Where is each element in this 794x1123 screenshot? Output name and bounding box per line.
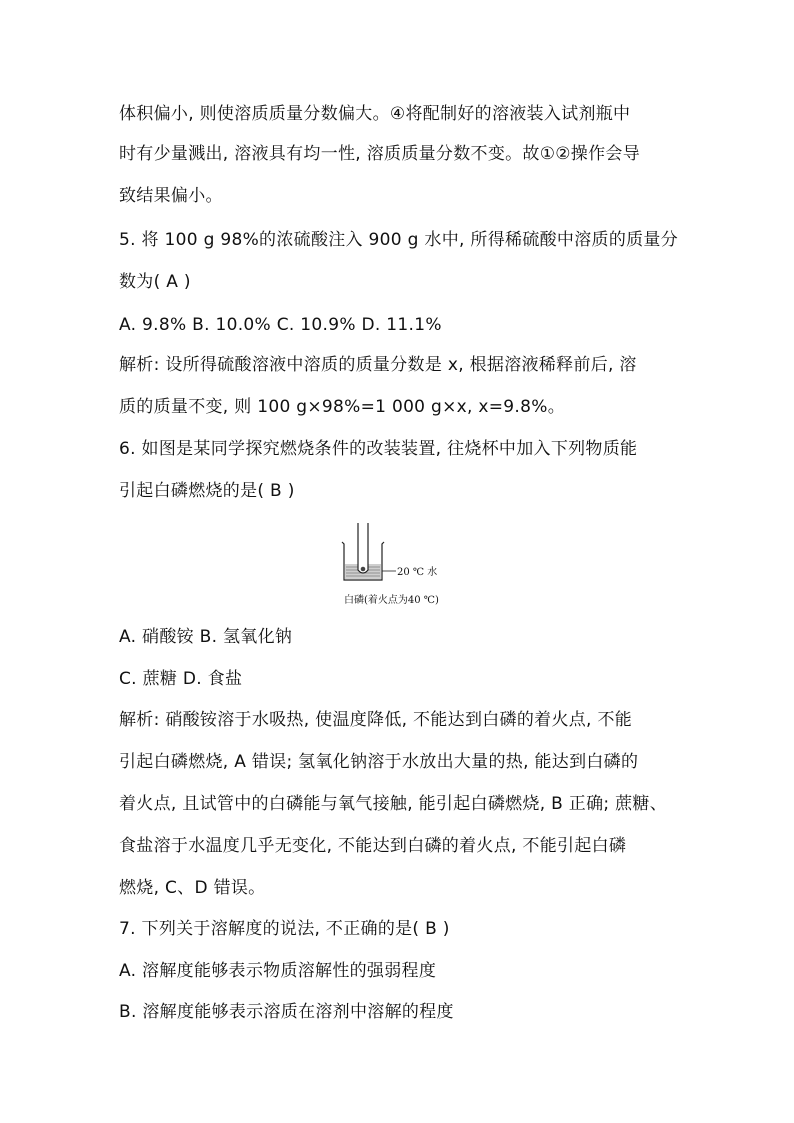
text-line: 时有少量溅出, 溶液具有均一性, 溶质质量分数不变。故①②操作会导 (119, 144, 640, 164)
option-b-q7: B. 溶解度能够表示溶质在溶剂中溶解的程度 (119, 1002, 454, 1022)
analysis-q5: 解析: 设所得硫酸溶液中溶质的质量分数是 x, 根据溶液稀释前后, 溶 (119, 355, 637, 375)
text-line: 质的质量不变, 则 100 g×98%=1 000 g×x, x=9.8%。 (119, 397, 565, 417)
question-7: 7. 下列关于溶解度的说法, 不正确的是( B ) (119, 919, 450, 939)
figure-caption: 白磷(着火点为40 ℃) (344, 595, 439, 606)
text-line: 体积偏小, 则使溶质质量分数偏大。④将配制好的溶液装入试剂瓶中 (119, 104, 631, 124)
text-line: 食盐溶于水温度几乎无变化, 不能达到白磷的着火点, 不能引起白磷 (119, 836, 627, 856)
question-5: 5. 将 100 g 98%的浓硫酸注入 900 g 水中, 所得稀硫酸中溶质的质量分 (119, 230, 679, 250)
question-6: 6. 如图是某同学探究燃烧条件的改装装置, 往烧杯中加入下列物质能 (119, 439, 638, 459)
text-line: 数为( A ) (119, 272, 191, 292)
options-q5: A. 9.8% B. 10.0% C. 10.9% D. 11.1% (119, 315, 442, 335)
analysis-q6: 解析: 硝酸铵溶于水吸热, 使温度降低, 不能达到白磷的着火点, 不能 (119, 710, 633, 730)
options-q6-line1: A. 硝酸铵 B. 氢氧化钠 (119, 627, 293, 647)
text-line: 着火点, 且试管中的白磷能与氧气接触, 能引起白磷燃烧, B 正确; 蔗糖、 (119, 794, 668, 814)
option-a-q7: A. 溶解度能够表示物质溶解性的强弱程度 (119, 961, 437, 981)
text-line: 引起白磷燃烧的是( B ) (119, 481, 295, 501)
text-line: 引起白磷燃烧, A 错误; 氢氧化钠溶于水放出大量的热, 能达到白磷的 (119, 752, 639, 772)
text-line: 燃烧, C、D 错误。 (119, 878, 266, 898)
text-line: 致结果偏小。 (119, 186, 223, 206)
options-q6-line2: C. 蔗糖 D. 食盐 (119, 669, 243, 689)
combustion-apparatus-figure (330, 520, 470, 610)
white-phosphorus (361, 567, 366, 572)
water-label: 20 ℃ 水 (397, 567, 438, 578)
test-tube (358, 523, 368, 573)
